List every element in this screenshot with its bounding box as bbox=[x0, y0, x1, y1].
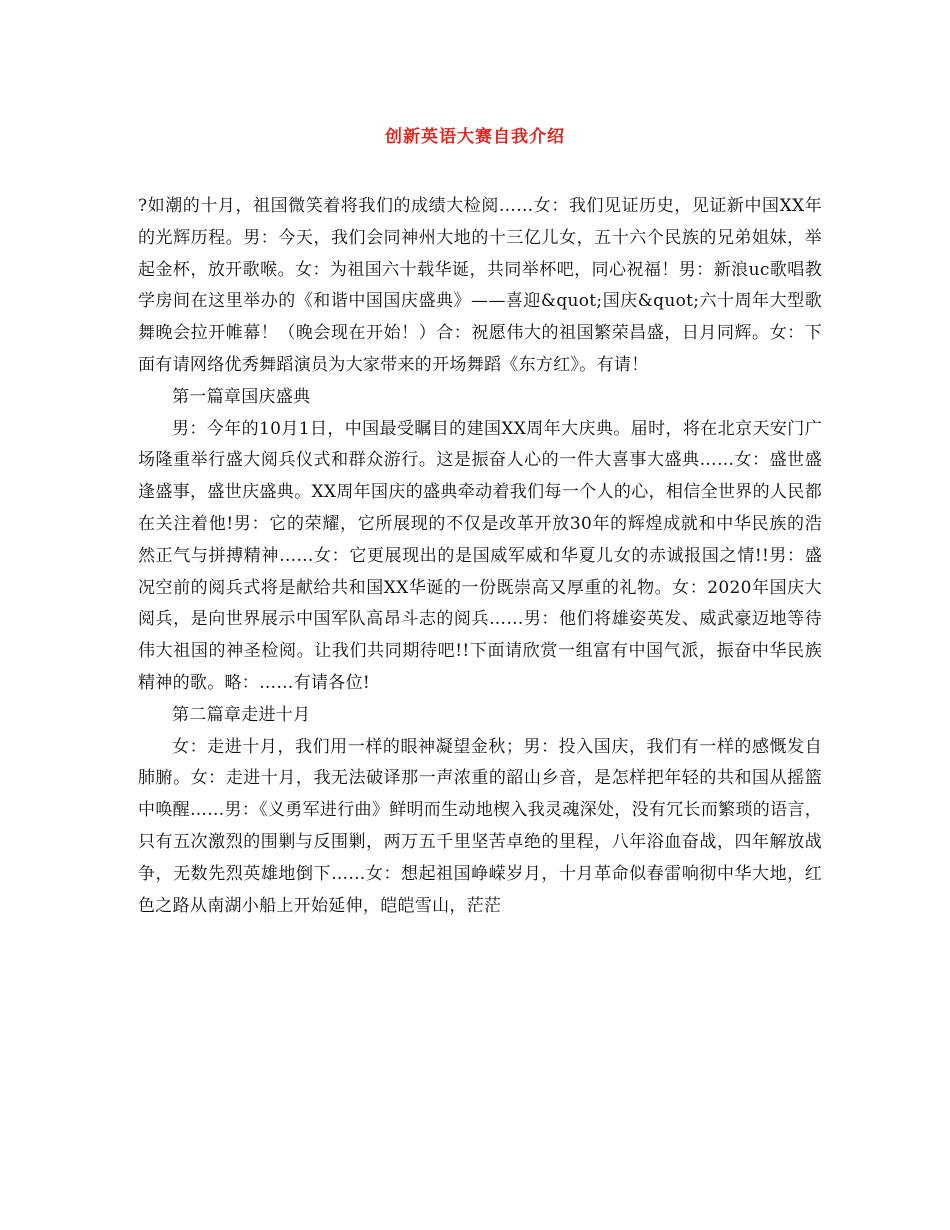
section-heading-1: 第一篇章国庆盛典 bbox=[172, 386, 311, 407]
paragraph-section-2: 女：走进十月，我们用一样的眼神凝望金秋；男：投入国庆，我们有一样的感慨发自肺腑。女：走进十月，我无法破译那一声浓重的韶山乡音，是怎样把年轻的共和国从摇篮中唤醒……男：《义勇军进行曲》鲜明而生动地楔入我灵魂深处，没有冗长而繁琐的语言，只有五次激烈的围剿与反围剿，两万五千里坚苦卓绝的里程，八年浴血奋战，四年解放战争，无数先烈英雄地倒下……女：想起祖国峥嵘岁月，十月革命似春雷响彻中华大地，红色之路从南湖小船上开始延伸，皑皑雪山，茫茫 bbox=[138, 736, 822, 916]
paragraph-section-1: 男：今年的10月1日，中国最受瞩目的建国XX周年大庆典。届时，将在北京天安门广场隆重举行盛大阅兵仪式和群众游行。这是振奋人心的一件大喜事大盛典……女：盛世盛逢盛事，盛世庆盛典。XX周年国庆的盛典牵动着我们每一个人的心，相信全世界的人民都在关注着他!男：它的荣耀，它所展现的不仅是改革开放30年的辉煌成就和中华民族的浩然正气与拼搏精神……女：它更展现出的是国威军威和华夏儿女的赤诚报国之情!!男：盛况空前的阅兵式将是献给共和国XX华诞的一份既崇高又厚重的礼物。女：2020年国庆大阅兵，是向世界展示中国军队高昂斗志的阅兵……男：他们将雄姿英发、威武豪迈地等待伟大祖国的神圣检阅。让我们共同期待吧!!下面请欣赏一组富有中国气派，振奋中华民族精神的歌。略：……有请各位! bbox=[138, 418, 822, 693]
paragraph-intro: ?如潮的十月，祖国微笑着将我们的成绩大检阅……女：我们见证历史，见证新中国XX年的光辉历程。男：今天，我们会同神州大地的十三亿儿女，五十六个民族的兄弟姐妹，举起金杯，放开歌喉。女：为祖国六十载华诞，共同举杯吧，同心祝福！男：新浪uc歌唱教学房间在这里举办的《和谐中国国庆盛典》——喜迎&quot;国庆&quot;六十周年大型歌舞晚会拉开帷幕！（晚会现在开始！）合：祝愿伟大的祖国繁荣昌盛，日月同辉。女：下面有请网络优秀舞蹈演员为大家带来的开场舞蹈《东方红》。有请！ bbox=[138, 196, 822, 375]
document-title: 创新英语大赛自我介绍 bbox=[385, 127, 565, 147]
document-body bbox=[138, 191, 822, 922]
section-heading-2: 第二篇章走进十月 bbox=[172, 704, 311, 725]
